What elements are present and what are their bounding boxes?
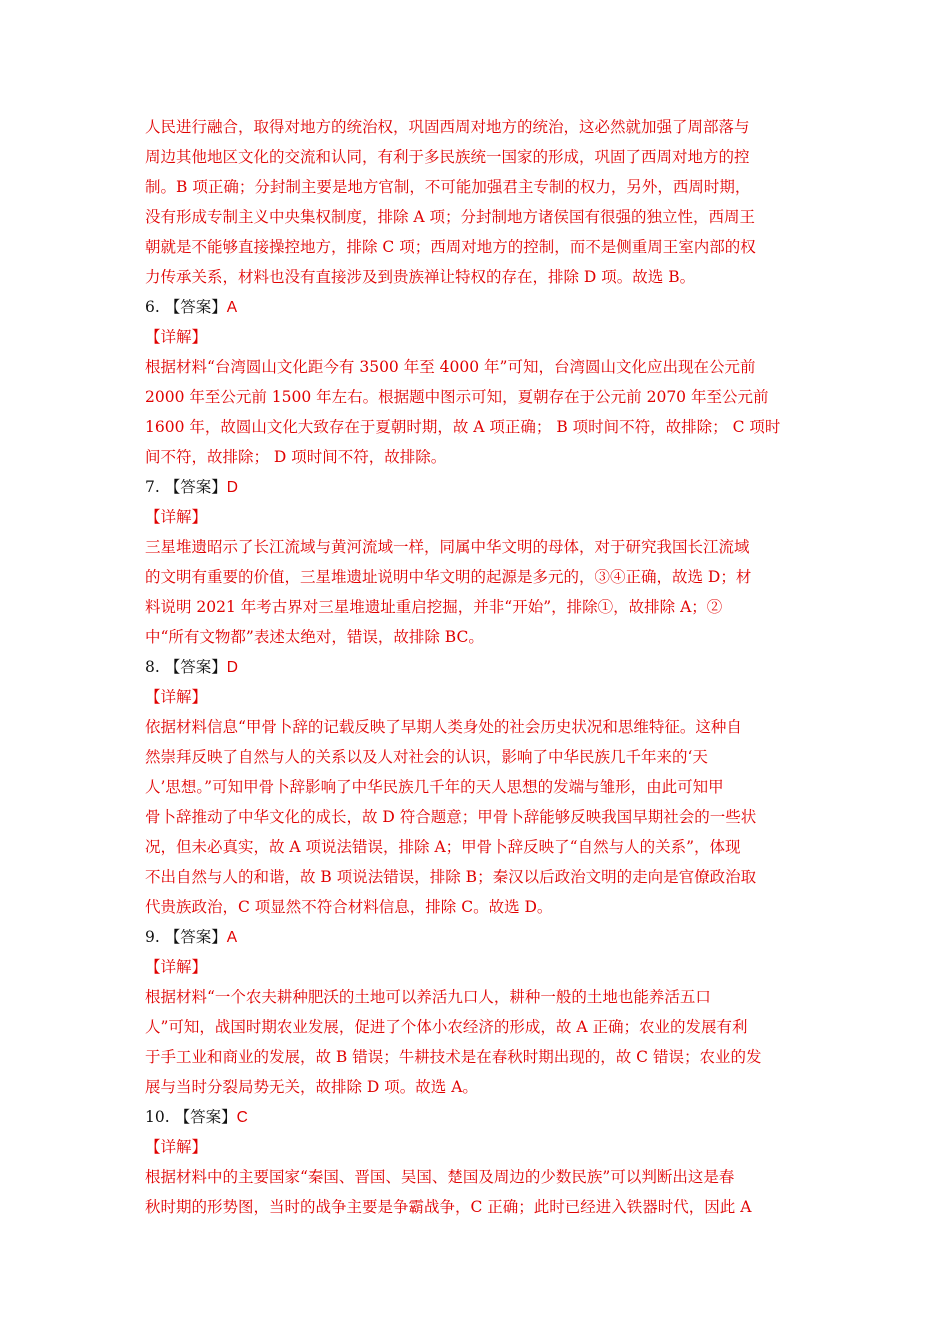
question-number: 7. [145,478,160,496]
text-line: 间不符，故排除； D 项时间不符，故排除。 [145,448,447,466]
q5-explanation-tail [145,112,805,292]
question-number: 8. [145,658,160,676]
text-line: 根据材料“一个农夫耕种肥沃的土地可以养活九口人，耕种一般的土地也能养活五口 [145,988,711,1006]
text-line: 代贵族政治，C 项显然不符合材料信息，排除 C。故选 D。 [145,898,553,916]
question-number: 9. [145,928,160,946]
answer-value: D [226,479,238,496]
text-line: 于手工业和商业的发展，故 B 错误；牛耕技术是在春秋时期出现的，故 C 错误；农业的发 [145,1048,762,1066]
answer-value: A [226,929,238,946]
text-line: 的文明有重要的价值，三星堆遗址说明中华文明的起源是多元的，③④正确，故选 D；材 [145,568,752,586]
question-6 [145,292,805,472]
answer-value: C [236,1109,248,1126]
answer-line [145,292,805,322]
text-line: 三星堆遗昭示了长江流域与黄河流域一样，同属中华文明的母体，对于研究我国长江流域 [145,538,750,556]
text-line: 力传承关系，材料也没有直接涉及到贵族禅让特权的存在，排除 D 项。故选 B。 [145,268,696,286]
text-line: 根据材料“台湾圆山文化距今有 3500 年至 4000 年”可知，台湾圆山文化应出现在公元前 [145,358,756,376]
text-line: 展与当时分裂局势无关，故排除 D 项。故选 A。 [145,1078,478,1096]
text-line: 人’思想。”可知甲骨卜辞影响了中华民族几千年的天人思想的发端与雏形，由此可知甲 [145,778,724,796]
text-line: 料说明 2021 年考古界对三星堆遗址重启挖掘，并非“开始”，排除①，故排除 A；② [145,598,723,616]
answer-line [145,1102,805,1132]
answer-label: 【答案】 [164,298,227,316]
text-line: 然崇拜反映了自然与人的关系以及人对社会的认识，影响了中华民族几千年来的‘天 [145,748,708,766]
question-10 [145,1102,805,1222]
text-line: 制。B 项正确；分封制主要是地方官制，不可能加强君主专制的权力，另外，西周时期， [145,178,751,196]
detail-label: 【详解】 [145,328,208,346]
detail-label: 【详解】 [145,958,208,976]
text-line: 骨卜辞推动了中华文化的成长，故 D 符合题意；甲骨卜辞能够反映我国早期社会的一些状 [145,808,757,826]
text-line: 不出自然与人的和谐，故 B 项说法错误，排除 B；秦汉以后政治文明的走向是官僚政治取 [145,868,757,886]
text-line: 周边其他地区文化的交流和认同，有利于多民族统一国家的形成，巩固了西周对地方的控 [145,148,750,166]
answer-sheet-page [145,112,805,1222]
answer-value: D [226,659,238,676]
answer-label: 【答案】 [164,658,227,676]
text-line: 秋时期的形势图，当时的战争主要是争霸战争，C 正确；此时已经进入铁器时代，因此 A [145,1198,752,1216]
question-7 [145,472,805,652]
text-line: 中“所有文物都”表述太绝对，错误，故排除 BC。 [145,628,484,646]
answer-label: 【答案】 [174,1108,237,1126]
text-line: 依据材料信息“甲骨卜辞的记载反映了早期人类身处的社会历史状况和思维特征。这种自 [145,718,742,736]
answer-label: 【答案】 [164,478,227,496]
detail-label: 【详解】 [145,508,208,526]
answer-line [145,922,805,952]
text-line: 2000 年至公元前 1500 年左右。根据题中图示可知，夏朝存在于公元前 2070 年至公元前 [145,388,769,406]
text-line: 人民进行融合，取得对地方的统治权，巩固西周对地方的统治，这必然就加强了周部落与 [145,118,750,136]
question-9 [145,922,805,1102]
answer-value: A [226,299,238,316]
question-number: 10. [145,1108,170,1126]
text-line: 根据材料中的主要国家“秦国、晋国、吴国、楚国及周边的少数民族”可以判断出这是春 [145,1168,735,1186]
detail-label: 【详解】 [145,1138,208,1156]
question-8 [145,652,805,922]
text-line: 没有形成专制主义中央集权制度，排除 A 项；分封制地方诸侯国有很强的独立性，西周王 [145,208,756,226]
text-line: 况，但未必真实，故 A 项说法错误，排除 A；甲骨卜辞反映了“自然与人的关系”，体现 [145,838,741,856]
answer-label: 【答案】 [164,928,227,946]
detail-label: 【详解】 [145,688,208,706]
answer-line [145,472,805,502]
text-line: 人”可知，战国时期农业发展，促进了个体小农经济的形成，故 A 正确；农业的发展有利 [145,1018,748,1036]
text-line: 朝就是不能够直接操控地方，排除 C 项；西周对地方的控制，而不是侧重周王室内部的权 [145,238,756,256]
text-line: 1600 年，故圆山文化大致存在于夏朝时期，故 A 项正确； B 项时间不符，故排除； C 项时 [145,418,781,436]
answer-line [145,652,805,682]
question-number: 6. [145,298,160,316]
